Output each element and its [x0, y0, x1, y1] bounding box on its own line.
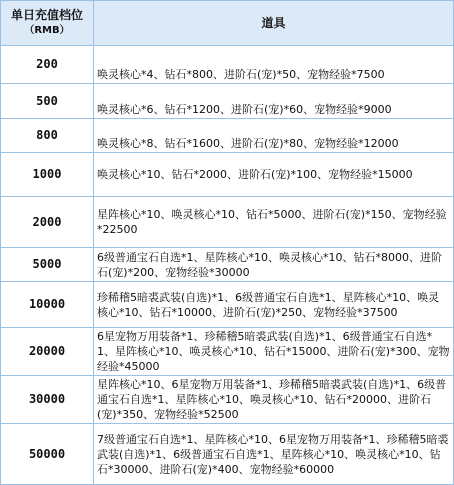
table-row: [1, 197, 454, 248]
items-cell: 唤灵核心*8、钻石*1600、进阶石(宠)*80、宠物经验*12000: [94, 119, 454, 153]
items-cell: 唤灵核心*4、钻石*800、进阶石(宠)*50、宠物经验*7500: [94, 46, 454, 84]
header-tier-unit: （RMB）: [24, 25, 70, 36]
tier-cell: 30000: [1, 376, 94, 424]
items-cell: 星阵核心*10、唤灵核心*10、钻石*5000、进阶石(宠)*150、宠物经验*22500: [94, 197, 454, 248]
header-items-cell: 道具: [94, 1, 454, 46]
items-cell: 6星宠物万用装备*1、珍稀稽5暗裘武装(自选)*1、6级普通宝石自选*1、星阵核心*10、唤灵核心*10、钻石*15000、进阶石(宠)*300、宠物经验*45000: [94, 328, 454, 376]
header-tier-title: 单日充值档位: [10, 8, 83, 22]
items-cell: 星阵核心*10、6星宠物万用装备*1、珍稀稽5暗裘武装(自选)*1、6级普通宝石自选*1、星阵核心*10、唤灵核心*10、钻石*20000、进阶石(宠)*350、宠物经验*52500: [94, 376, 454, 424]
tier-cell: 800: [1, 119, 94, 153]
table-row: [1, 328, 454, 376]
tier-cell: 10000: [1, 282, 94, 328]
items-cell: 唤灵核心*10、钻石*2000、进阶石(宠)*100、宠物经验*15000: [94, 153, 454, 197]
tier-cell: 50000: [1, 424, 94, 485]
table-row: [1, 46, 454, 84]
items-cell: 珍稀稽5暗裘武装(自选)*1、6级普通宝石自选*1、星阵核心*10、唤灵核心*10、钻石*10000、进阶石(宠)*250、宠物经验*37500: [94, 282, 454, 328]
tier-cell: 2000: [1, 197, 94, 248]
table-row: [1, 424, 454, 485]
tier-cell: 500: [1, 84, 94, 119]
tier-cell: 200: [1, 46, 94, 84]
table-body: [1, 46, 454, 485]
header-tier-cell: [1, 1, 94, 46]
table-header: [1, 1, 454, 46]
items-cell: 6级普通宝石自选*1、星阵核心*10、唤灵核心*10、钻石*8000、进阶石(宠)*200、宠物经验*30000: [94, 248, 454, 282]
items-cell: 7级普通宝石自选*1、星阵核心*10、6星宠物万用装备*1、珍稀稽5暗裘武装(自选)*1、6级普通宝石自选*1、星阵核心*10、唤灵核心*10、钻石*30000、进阶石(宠)*400、宠物经验*60000: [94, 424, 454, 485]
table-row: [1, 282, 454, 328]
items-cell: 唤灵核心*6、钻石*1200、进阶石(宠)*60、宠物经验*9000: [94, 84, 454, 119]
table-row: [1, 153, 454, 197]
table-row: [1, 119, 454, 153]
tier-cell: 20000: [1, 328, 94, 376]
table-row: [1, 84, 454, 119]
tier-cell: 5000: [1, 248, 94, 282]
table-row: [1, 248, 454, 282]
tier-cell: 1000: [1, 153, 94, 197]
header-row: [1, 1, 454, 46]
table-row: [1, 376, 454, 424]
